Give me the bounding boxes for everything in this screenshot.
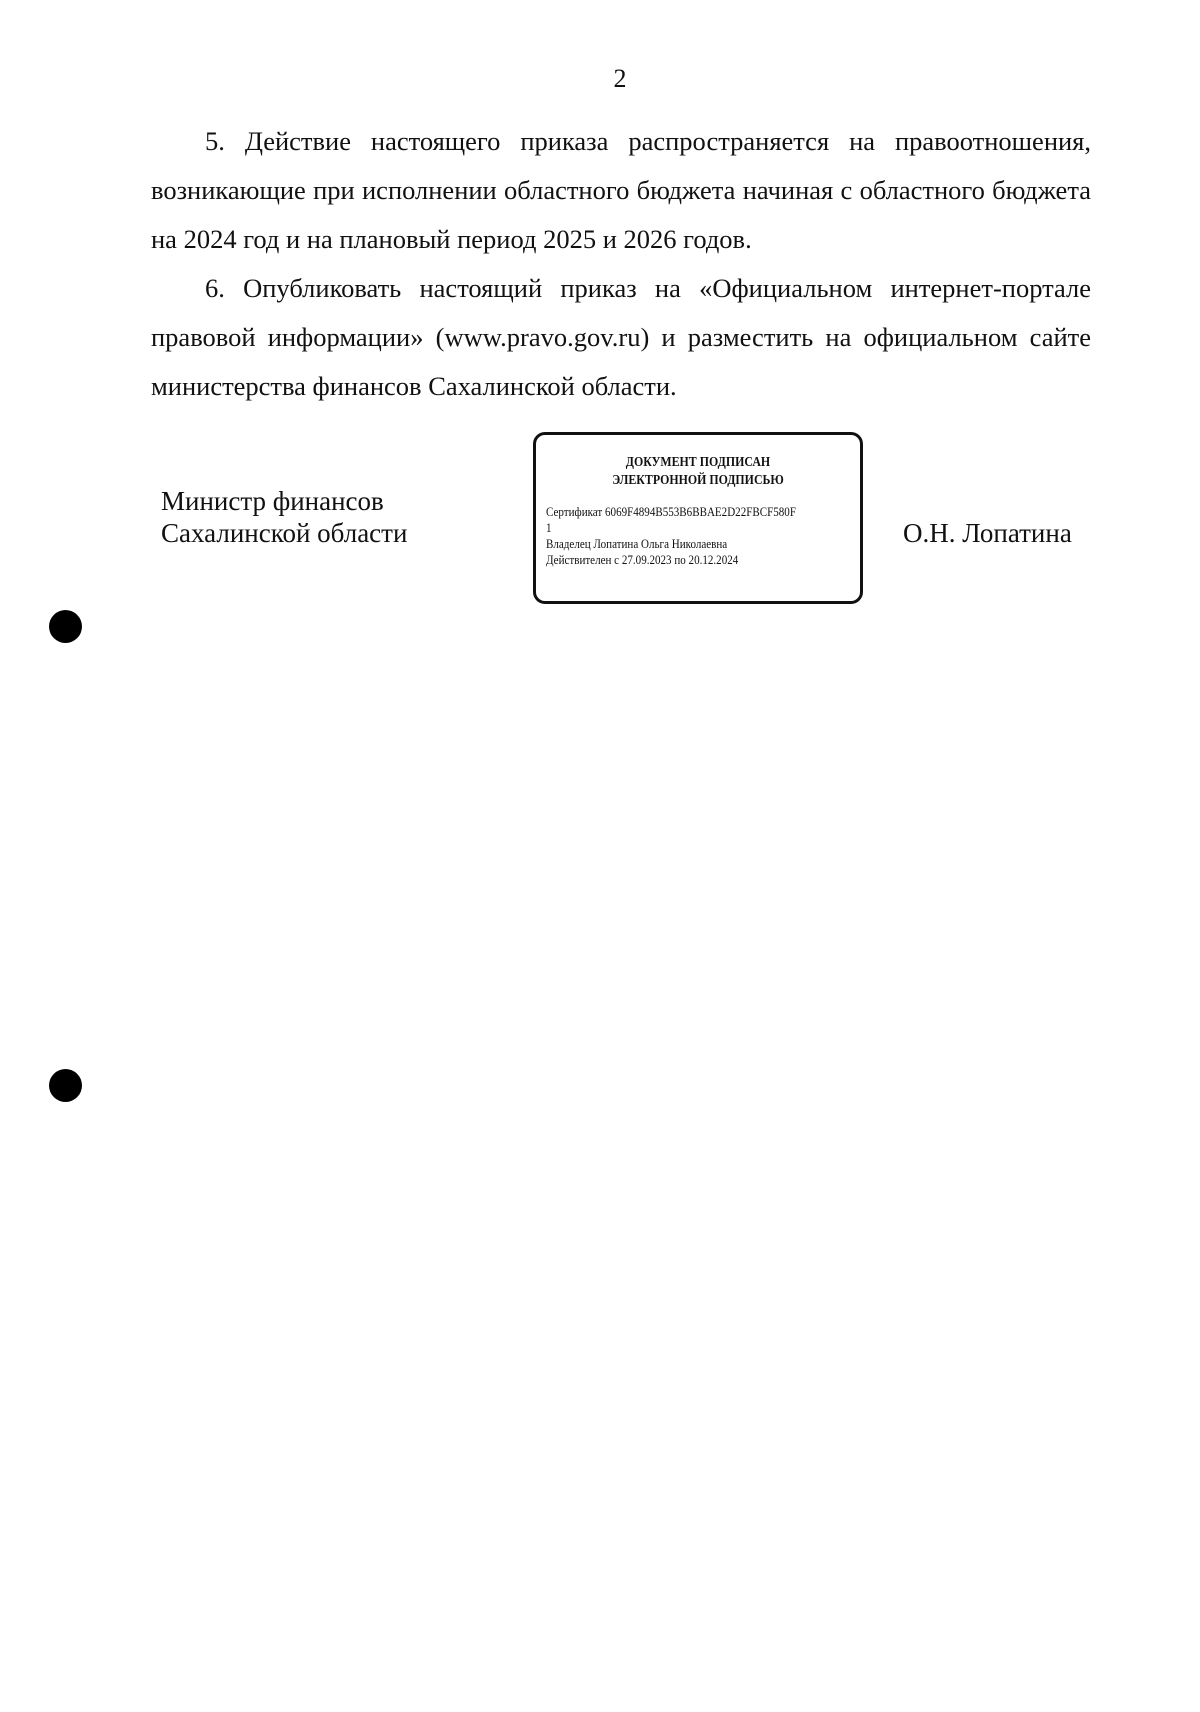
paragraph-5: 5. Действие настоящего приказа распространяется на правоотношения, возникающие при исполнении областного бюджета начиная с областного бюджета на 2024 год и на плановый период 2025 и 2026 годов. bbox=[151, 126, 1091, 254]
stamp-validity: Действителен с 27.09.2023 по 20.12.2024 bbox=[546, 552, 739, 567]
punch-hole bbox=[49, 1069, 82, 1102]
paragraph-6: 6. Опубликовать настоящий приказ на «Официальном интернет-портале правовой информации» (www.pravo.gov.ru) и разместить на официальном сайте министерства финансов Сахалинской области. bbox=[151, 273, 1091, 401]
signatory-position bbox=[161, 485, 407, 549]
stamp-title-1: ДОКУМЕНТ ПОДПИСАН bbox=[625, 455, 771, 470]
position-line-1: Министр финансов bbox=[161, 486, 384, 516]
stamp-certificate: Сертификат 6069F4894B553B6BBAE2D22FBCF580F bbox=[546, 504, 796, 519]
stamp-title-2: ЭЛЕКТРОННОЙ ПОДПИСЬЮ bbox=[612, 473, 784, 488]
punch-hole bbox=[49, 610, 82, 643]
e-signature-stamp bbox=[533, 432, 863, 604]
stamp-owner: Владелец Лопатина Ольга Николаевна bbox=[546, 536, 728, 551]
signatory-name: О.Н. Лопатина bbox=[903, 518, 1072, 548]
position-line-2: Сахалинской области bbox=[161, 518, 408, 548]
stamp-certificate-cont: 1 bbox=[546, 520, 552, 535]
page-number: 2 bbox=[613, 64, 627, 93]
